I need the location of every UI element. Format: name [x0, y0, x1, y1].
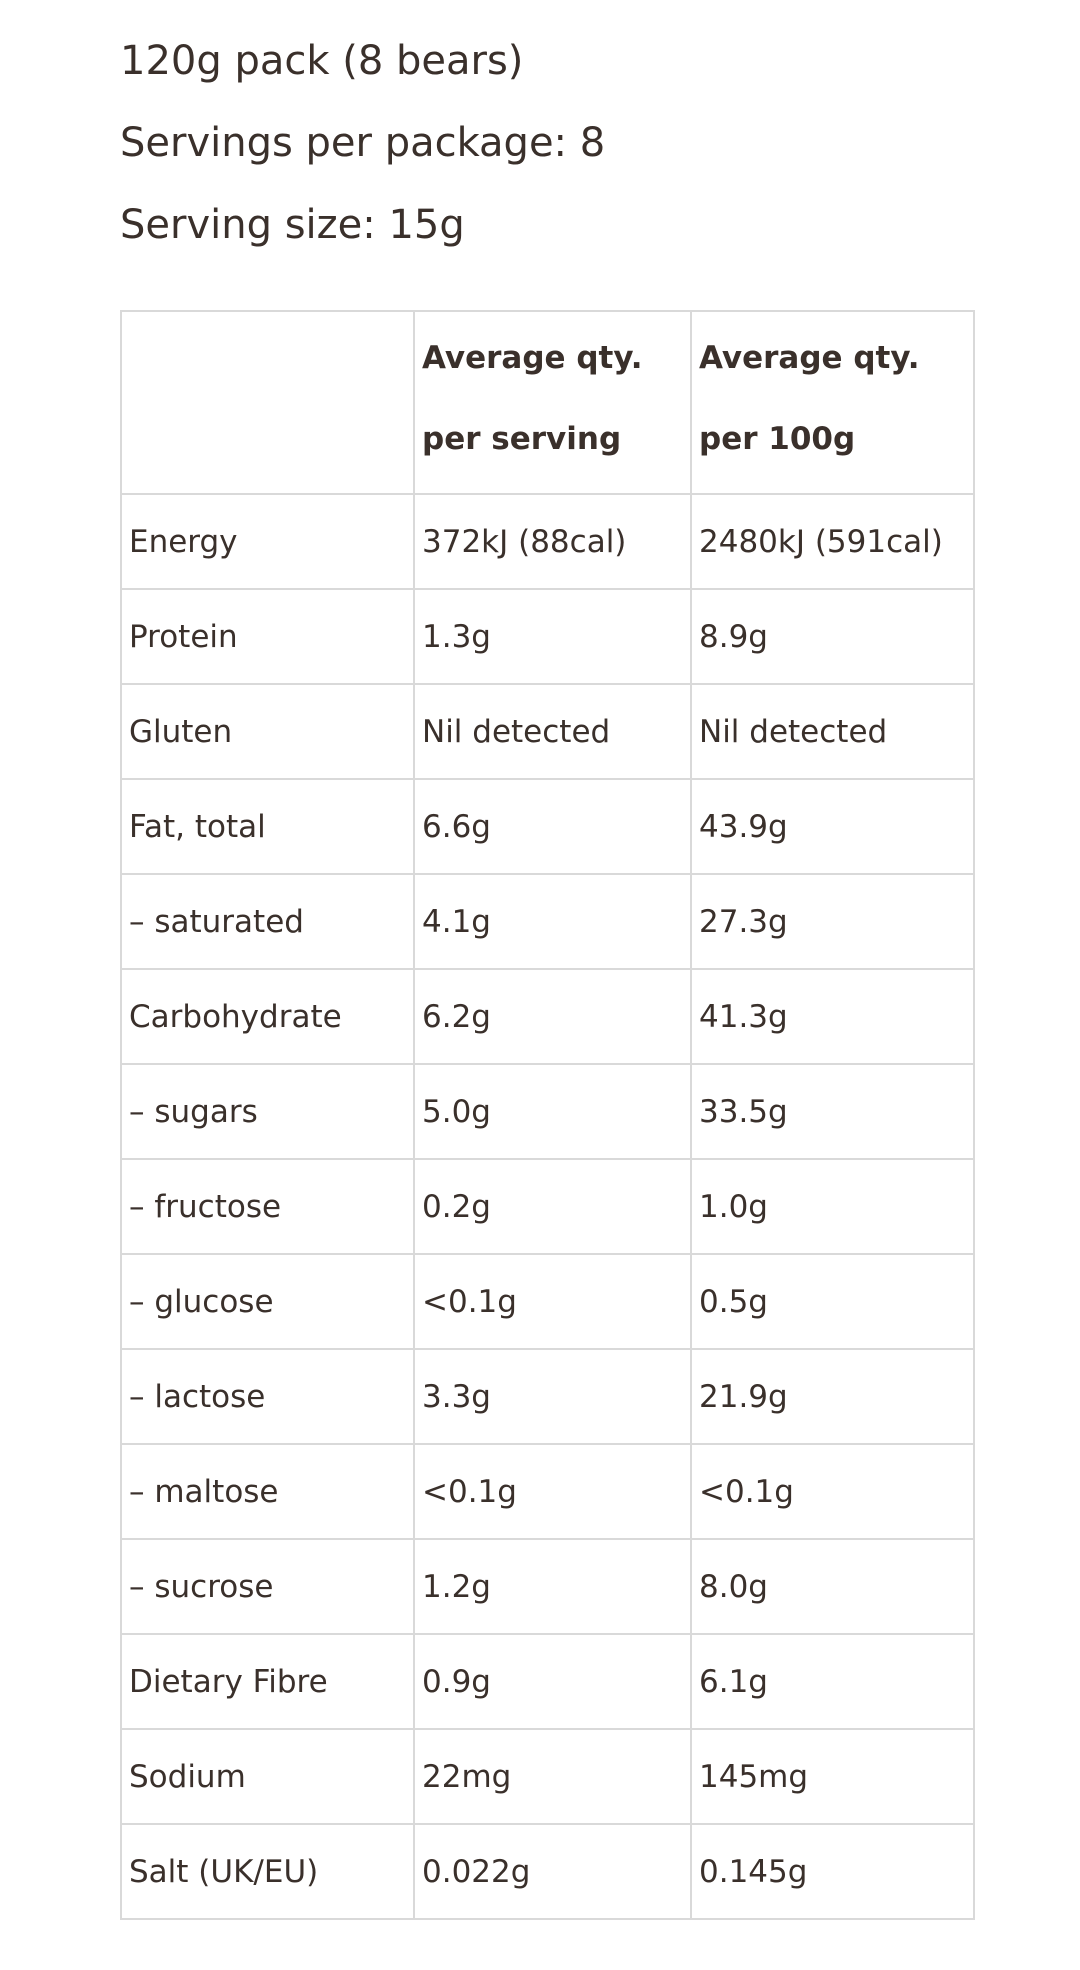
- table-row: [121, 779, 974, 874]
- table-row: [121, 1254, 974, 1349]
- table-row: [121, 494, 974, 589]
- nutrient-cell: Carbohydrate: [121, 969, 414, 1064]
- per-100g-cell: 8.9g: [691, 589, 974, 684]
- header-per-serving: [414, 311, 691, 494]
- serving-size-text: Serving size: 15g: [120, 202, 465, 248]
- per-serving-cell: 22mg: [414, 1729, 691, 1824]
- header-per-serving-line2: per serving: [422, 421, 622, 457]
- per-serving-cell: 1.2g: [414, 1539, 691, 1634]
- header-per-serving-line1: Average qty.: [422, 340, 643, 376]
- table-row: [121, 1159, 974, 1254]
- nutrient-cell: Energy: [121, 494, 414, 589]
- per-100g-cell: 21.9g: [691, 1349, 974, 1444]
- nutrient-cell: Fat, total: [121, 779, 414, 874]
- table-header-row: [121, 311, 974, 494]
- per-100g-cell: 8.0g: [691, 1539, 974, 1634]
- nutrient-cell: Salt (UK/EU): [121, 1824, 414, 1919]
- nutrient-cell: – saturated: [121, 874, 414, 969]
- table-row: [121, 1444, 974, 1539]
- per-serving-cell: 0.022g: [414, 1824, 691, 1919]
- pack-size-text: 120g pack (8 bears): [120, 38, 524, 84]
- per-serving-cell: <0.1g: [414, 1254, 691, 1349]
- per-100g-cell: 145mg: [691, 1729, 974, 1824]
- per-100g-cell: 2480kJ (591cal): [691, 494, 974, 589]
- per-serving-cell: 4.1g: [414, 874, 691, 969]
- per-serving-cell: 0.9g: [414, 1634, 691, 1729]
- nutrient-cell: Sodium: [121, 1729, 414, 1824]
- per-100g-cell: 0.145g: [691, 1824, 974, 1919]
- per-serving-cell: 0.2g: [414, 1159, 691, 1254]
- per-100g-cell: 1.0g: [691, 1159, 974, 1254]
- table-row: [121, 1729, 974, 1824]
- header-per-100g: [691, 311, 974, 494]
- table-row: [121, 684, 974, 779]
- table-row: [121, 589, 974, 684]
- header-per-100g-line1: Average qty.: [699, 340, 920, 376]
- per-100g-cell: 0.5g: [691, 1254, 974, 1349]
- header-per-100g-line2: per 100g: [699, 421, 856, 457]
- per-100g-cell: 43.9g: [691, 779, 974, 874]
- table-row: [121, 1539, 974, 1634]
- table-row: [121, 874, 974, 969]
- nutrient-cell: – lactose: [121, 1349, 414, 1444]
- nutrition-table-body: [121, 494, 974, 1919]
- nutrient-cell: – maltose: [121, 1444, 414, 1539]
- per-serving-cell: 372kJ (88cal): [414, 494, 691, 589]
- nutrient-cell: Protein: [121, 589, 414, 684]
- per-100g-cell: 6.1g: [691, 1634, 974, 1729]
- per-100g-cell: 27.3g: [691, 874, 974, 969]
- nutrition-table: [120, 310, 975, 1920]
- per-serving-cell: 5.0g: [414, 1064, 691, 1159]
- per-serving-cell: 1.3g: [414, 589, 691, 684]
- nutrient-cell: – glucose: [121, 1254, 414, 1349]
- nutrient-cell: Dietary Fibre: [121, 1634, 414, 1729]
- per-100g-cell: 33.5g: [691, 1064, 974, 1159]
- nutrient-cell: Gluten: [121, 684, 414, 779]
- package-info: [120, 30, 605, 276]
- header-nutrient: [121, 311, 414, 494]
- nutrient-cell: – fructose: [121, 1159, 414, 1254]
- table-row: [121, 1634, 974, 1729]
- table-row: [121, 1824, 974, 1919]
- servings-per-package-text: Servings per package: 8: [120, 120, 606, 166]
- per-serving-cell: <0.1g: [414, 1444, 691, 1539]
- per-100g-cell: 41.3g: [691, 969, 974, 1064]
- nutrient-cell: – sugars: [121, 1064, 414, 1159]
- table-row: [121, 1349, 974, 1444]
- per-100g-cell: Nil detected: [691, 684, 974, 779]
- per-serving-cell: 6.2g: [414, 969, 691, 1064]
- table-row: [121, 969, 974, 1064]
- table-row: [121, 1064, 974, 1159]
- per-serving-cell: 3.3g: [414, 1349, 691, 1444]
- per-serving-cell: 6.6g: [414, 779, 691, 874]
- per-100g-cell: <0.1g: [691, 1444, 974, 1539]
- per-serving-cell: Nil detected: [414, 684, 691, 779]
- nutrient-cell: – sucrose: [121, 1539, 414, 1634]
